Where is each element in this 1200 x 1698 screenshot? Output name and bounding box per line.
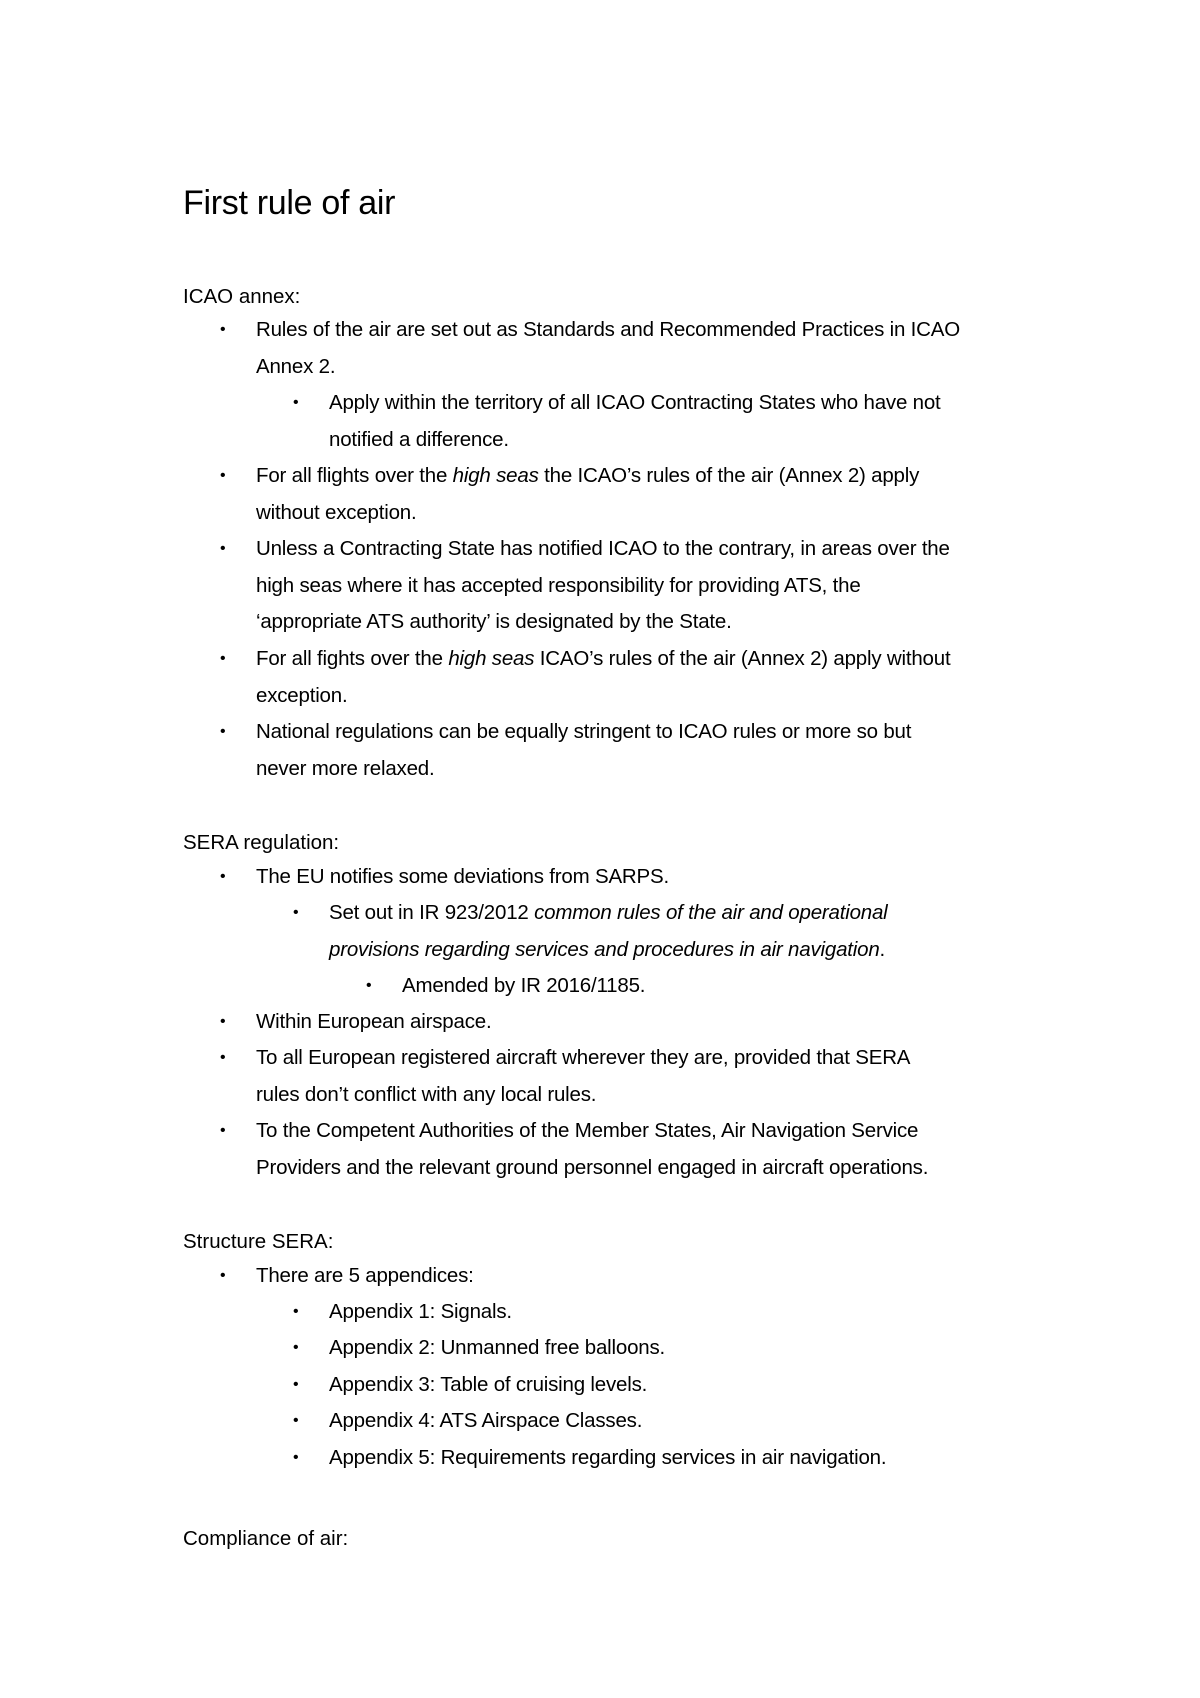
bullet-icon: •: [293, 1303, 299, 1320]
list-item: • Appendix 1: Signals.: [329, 1294, 1036, 1331]
list-item: • The EU notifies some deviations from SARPS.: [256, 859, 1036, 896]
section-heading-structure: Structure SERA:: [183, 1230, 334, 1253]
bullet-icon: •: [220, 321, 226, 338]
bullet-icon: •: [366, 977, 372, 994]
list-item: • Unless a Contracting State has notified ICAO to the contrary, in areas over the high seas where it has accepted responsibility for providing ATS, the ‘appropriate ATS authority’ is designated by the State.: [256, 531, 1036, 641]
bullet-icon: •: [220, 467, 226, 484]
bullet-icon: •: [220, 540, 226, 557]
bullet-icon: •: [293, 1339, 299, 1356]
bullet-icon: •: [220, 1049, 226, 1066]
list-item: • For all fights over the high seas ICAO’s rules of the air (Annex 2) apply without exception.: [256, 641, 1036, 714]
bullet-icon: •: [293, 904, 299, 921]
bullet-icon: •: [220, 650, 226, 667]
section-heading-icao: ICAO annex:: [183, 285, 301, 308]
bullet-icon: •: [293, 1449, 299, 1466]
list-item: • Appendix 4: ATS Airspace Classes.: [329, 1403, 1036, 1440]
bullet-icon: •: [293, 1376, 299, 1393]
page-title: First rule of air: [183, 184, 396, 222]
bullet-icon: •: [220, 1013, 226, 1030]
section-heading-sera: SERA regulation:: [183, 831, 340, 854]
list-item: • There are 5 appendices:: [256, 1258, 1036, 1295]
list-item: • To all European registered aircraft wherever they are, provided that SERA rules don’t conflict with any local rules.: [256, 1040, 1036, 1113]
list-item: • Set out in IR 923/2012 common rules of the air and operational provisions regarding services and procedures in air navigation.: [329, 895, 1036, 968]
bullet-icon: •: [220, 1122, 226, 1139]
bullet-icon: •: [293, 1412, 299, 1429]
bullet-icon: •: [293, 394, 299, 411]
list-item: • Within European airspace.: [256, 1004, 1036, 1041]
list-item: • Apply within the territory of all ICAO Contracting States who have not notified a difference.: [329, 385, 1036, 458]
bullet-icon: •: [220, 1267, 226, 1284]
list-item: • National regulations can be equally stringent to ICAO rules or more so but never more relaxed.: [256, 714, 1036, 787]
list-item: • Appendix 2: Unmanned free balloons.: [329, 1330, 1036, 1367]
list-item: • For all flights over the high seas the ICAO’s rules of the air (Annex 2) apply without exception.: [256, 458, 1036, 531]
list-item: • Appendix 3: Table of cruising levels.: [329, 1367, 1036, 1404]
list-item: • Appendix 5: Requirements regarding services in air navigation.: [329, 1440, 1036, 1477]
section-heading-compliance: Compliance of air:: [183, 1527, 349, 1550]
list-item: • To the Competent Authorities of the Member States, Air Navigation Service Providers and the relevant ground personnel engaged in aircraft operations.: [256, 1113, 1036, 1186]
bullet-icon: •: [220, 868, 226, 885]
list-item: • Amended by IR 2016/1185.: [402, 968, 1036, 1005]
bullet-icon: •: [220, 723, 226, 740]
list-item: • Rules of the air are set out as Standards and Recommended Practices in ICAO Annex 2.: [256, 312, 1036, 385]
